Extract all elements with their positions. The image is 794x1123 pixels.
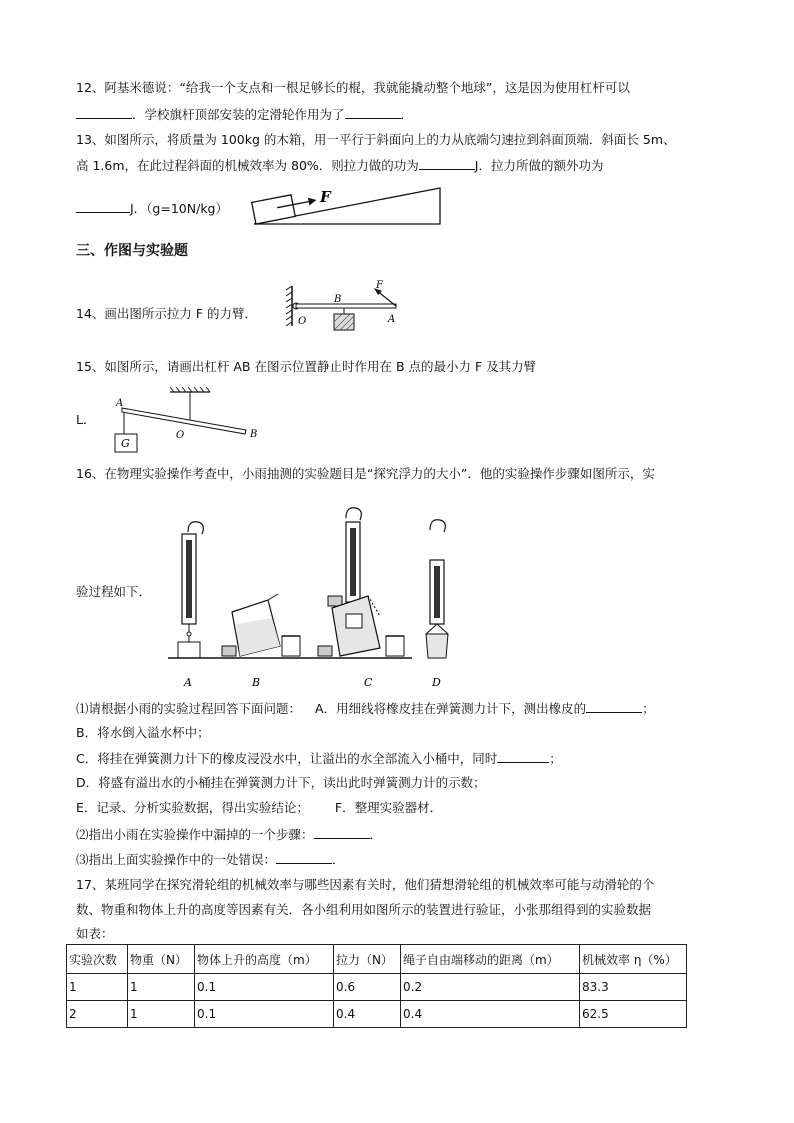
table-cell: 0.4 [401,1001,580,1028]
answer-blank[interactable] [276,851,332,864]
label-G: G [121,437,130,450]
q16-p1-a: ⑴请根据小雨的实验过程回答下面问题： [76,701,302,716]
label-D: D [432,676,441,689]
incline-figure [248,182,448,228]
q13-line3 [76,200,228,217]
column-header: 物体上升的高度（m） [195,945,334,974]
q13-line2 [76,157,603,174]
q16-step-c-text: C．将挂在弹簧测力计下的橡皮浸没水中，让溢出的水全部流入小桶中，同时 [76,751,498,766]
q15-line1: 15、如图所示，请画出杠杆 AB 在图示位置静止时作用在 B 点的最小力 F 及其力臂 [76,359,537,374]
q16-p2 [76,826,382,843]
label-A: A [388,314,396,325]
q16-step-b: B．将水倒入溢水杯中； [76,725,210,740]
column-header: 绳子自由端移动的距离（m） [401,945,580,974]
q16-p1-b: A．用细线将橡皮挂在弹簧测力计下，测出橡皮的 [315,701,587,716]
column-header: 物重（N） [128,945,195,974]
answer-blank[interactable] [76,200,130,213]
q15-line2: L． [76,412,96,427]
q16-step-e: E．记录、分析实验数据，得出实验结论； [76,800,309,815]
table-cell: 1 [67,974,128,1001]
q13-line1: 13、如图所示，将质量为 100kg 的木箱，用一平行于斜面向上的力从底端匀速拉到斜面顶端．斜面长 5m、 [76,132,676,147]
q12-line2-mid: ．学校旗杆顶部安装的定滑轮作用为了 [132,107,345,122]
setup-C [318,508,404,656]
q16-step-ef [76,800,442,816]
q13-line2-a: 高 1.6m，在此过程斜面的机械效率为 80%．则拉力做的功为 [76,158,419,173]
setup-A [178,522,203,658]
table-cell: 0.6 [334,974,401,1001]
label-C: C [364,676,373,689]
q16-line1: 16、在物理实验操作考查中，小雨抽测的实验题目是“探究浮力的大小”．他的实验操作步骤如图所示，实 [76,466,655,481]
table-header-row [67,945,687,974]
table-cell: 0.2 [401,974,580,1001]
answer-blank[interactable] [586,700,642,713]
answer-blank[interactable] [497,750,549,763]
q12-line2-end: ． [400,107,414,122]
q16-step-d: D．将盛有溢出水的小桶挂在弹簧测力计下，读出此时弹簧测力计的示数； [76,775,486,790]
table-row [67,1001,687,1028]
column-header: 实验次数 [67,945,128,974]
table-cell: 0.1 [195,1001,334,1028]
section-title: 三、作图与实验题 [76,243,188,259]
table-row [67,974,687,1001]
answer-blank[interactable] [314,826,370,839]
label-B: B [252,676,261,689]
table-cell: 1 [128,1001,195,1028]
force-label: F [320,188,331,206]
label-A: A [116,398,124,409]
q16-p3-text: ⑶指出上面实验操作中的一处错误： [76,852,277,867]
table-cell: 62.5 [580,1001,687,1028]
answer-blank[interactable] [76,106,132,119]
column-header: 拉力（N） [334,945,401,974]
answer-blank[interactable] [345,106,401,119]
label-B: B [250,429,258,440]
column-header: 机械效率 η（%） [580,945,687,974]
table-cell: 0.4 [334,1001,401,1028]
q16-line2: 验过程如下． [76,584,152,599]
label-O: O [298,316,307,327]
q12-line2 [76,106,413,123]
setup-D [426,520,448,658]
table-cell: 0.1 [195,974,334,1001]
q16-p2-end: ． [369,827,383,842]
q16-p1-end: ； [642,701,655,716]
label-O: O [176,430,185,441]
q16-p3-end: ． [332,852,345,867]
table-cell: 2 [67,1001,128,1028]
buoyancy-experiment-figure [168,496,468,692]
table-cell: 1 [128,974,195,1001]
q17-line3: 如表： [76,926,114,941]
lever-figure-q15 [112,386,272,454]
q16-p2-text: ⑵指出小雨在实验操作中漏掉的一个步骤： [76,827,314,842]
q16-step-f: F．整理实验器材． [334,800,443,815]
q12-line1: 12、阿基米德说：“给我一个支点和一根足够长的棍，我就能撬动整个地球”，这是因为使用杠杆可以 [76,80,630,95]
q17-line2: 数、物重和物体上升的高度等因素有关．各小组利用如图所示的装置进行验证，小张那组得到的实验数据 [76,902,652,917]
q16-p1 [76,700,655,717]
q14-text: 14、画出图所示拉力 F 的力臂． [76,306,258,321]
pulley-data-table [66,944,687,1028]
label-F: F [376,280,383,291]
label-B: B [334,294,342,305]
label-A: A [184,676,192,689]
answer-blank[interactable] [419,157,475,170]
q17-line1: 17、某班同学在探究滑轮组的机械效率与哪些因素有关时，他们猜想滑轮组的机械效率可能与动滑轮的个 [76,877,655,892]
lever-figure-q14 [284,278,404,332]
q16-p3 [76,851,345,868]
table-cell: 83.3 [580,974,687,1001]
q13-line2-b: J．拉力所做的额外功为 [474,158,604,173]
q16-step-c-end: ； [549,751,562,766]
q13-line3-text: J．（g=10N/kg） [130,201,228,216]
q16-step-c [76,750,562,767]
setup-B [222,594,300,656]
